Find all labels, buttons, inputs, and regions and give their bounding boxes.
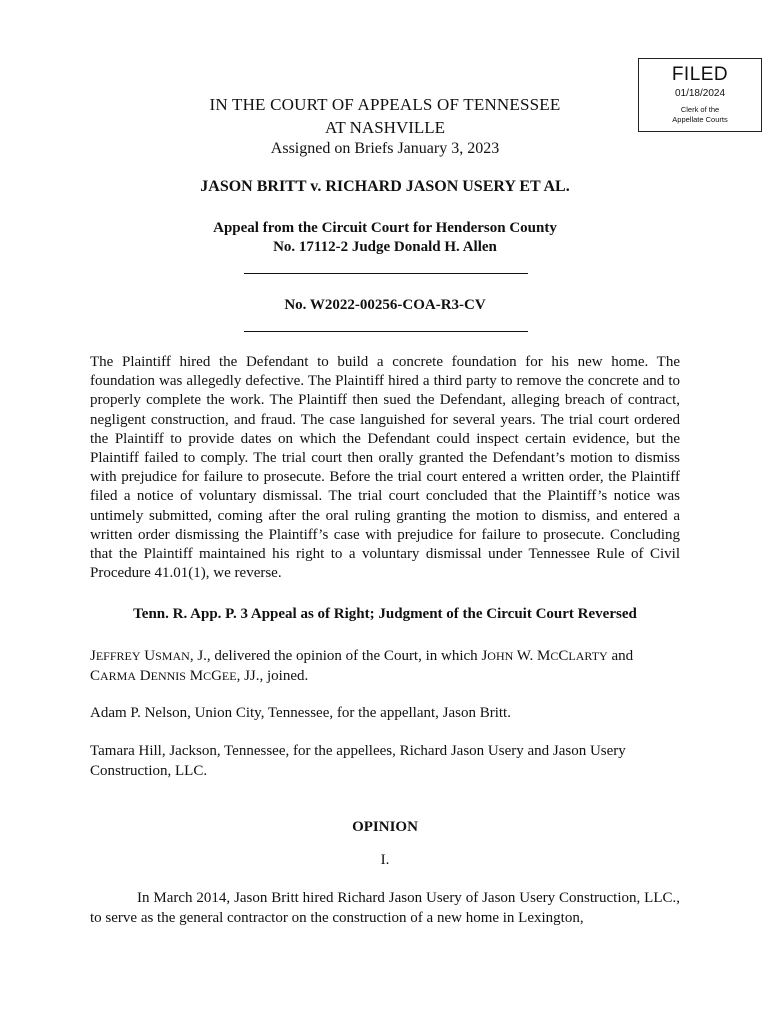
judge3-last-c: G: [211, 668, 222, 684]
judge2-first-initial: J: [481, 648, 488, 664]
judge2-middle: W.: [513, 648, 538, 664]
judge2-last-a: M: [537, 648, 551, 664]
judge3-last-a: M: [189, 668, 204, 684]
author-first-rest: EFFREY: [95, 649, 141, 663]
appellant-counsel: Adam P. Nelson, Union City, Tennessee, for the appellant, Jason Britt.: [90, 705, 511, 721]
judge2-last-rest: LARTY: [568, 649, 608, 663]
author-last-initial: U: [144, 648, 156, 664]
opinion-authorship: [90, 646, 680, 686]
judge3-first-rest: ARMA: [100, 669, 137, 683]
authorship-text-1: , J., delivered the opinion of the Court, in which: [189, 648, 482, 664]
judge2-first-rest: OHN: [487, 649, 514, 663]
holding: Tenn. R. App. P. 3 Appeal as of Right; Judgment of the Circuit Court Reversed: [133, 606, 637, 622]
filed-label: FILED: [671, 64, 729, 85]
case-title: JASON BRITT v. RICHARD JASON USERY ET AL.: [200, 178, 570, 195]
appeal-from: Appeal from the Circuit Court for Henderson County: [213, 220, 557, 236]
court-location: AT NASHVILLE: [324, 118, 446, 137]
judge2-last-c: C: [558, 648, 569, 664]
clerk-line-1: Clerk of the: [680, 105, 720, 114]
divider-bottom: [244, 331, 528, 332]
opinion-heading: OPINION: [352, 819, 418, 835]
judge3-first-initial: C: [90, 668, 101, 684]
judge3-last-rest: EE: [221, 669, 237, 683]
case-summary: The Plaintiff hired the Defendant to build a concrete foundation for his new home. The foundation was allegedly defective. The Plaintiff hired a third party to remove the concrete and to properly complete the work. The Plaintiff then sued the Defendant, alleging breach of contract, negligent construction, and fraud. The case languished for several years. The trial court ordered the Plaintiff to provide dates on which the Defendant could inspect certain evidence, but the Plaintiff failed to comply. The trial court then orally granted the Defendant’s motion to dismiss with prejudice for failure to prosecute. Before the trial court entered a written order, the Plaintiff filed a notice of voluntary dismissal. The trial court concluded that the Plaintiff’s notice was untimely submitted, coming after the oral ruling granting the motion to dismiss, and entered a written order dismissing the Plaintiff’s case with prejudice for failure to prosecute. Concluding that the Plaintiff maintained his right to a voluntary dismissal under Tennessee Rule of Civil Procedure 41.01(1), we reverse.: [90, 354, 680, 582]
divider-top: [244, 273, 528, 274]
court-name: IN THE COURT OF APPEALS OF TENNESSEE: [209, 95, 561, 114]
appellee-counsel: Tamara Hill, Jackson, Tennessee, for the appellees, Richard Jason Usery and Jason Usery Construction, LLC.: [90, 743, 626, 779]
clerk-line-2: Appellate Courts: [672, 115, 728, 124]
judge2-last-b: C: [550, 649, 559, 663]
judge3-middle-rest: ENNIS: [150, 669, 186, 683]
section-number: I.: [380, 852, 390, 868]
docket-number: No. W2022-00256-COA-R3-CV: [284, 297, 486, 313]
authorship-text-2: and: [607, 648, 634, 664]
assigned-date: Assigned on Briefs January 3, 2023: [270, 140, 500, 157]
authorship-text-3: , JJ., joined.: [236, 668, 309, 684]
author-last-rest: SMAN: [155, 649, 190, 663]
judge3-last-b: C: [203, 669, 212, 683]
author-first-initial: J: [90, 648, 96, 664]
opinion-paragraph: In March 2014, Jason Britt hired Richard Jason Usery of Jason Usery Construction, LLC., to serve as the general contractor on the construction of a new home in Lexington,: [90, 890, 680, 926]
trial-case-number: No. 17112-2 Judge Donald H. Allen: [273, 239, 497, 255]
judge3-middle-initial: D: [139, 668, 151, 684]
filed-date: 01/18/2024: [674, 88, 726, 99]
